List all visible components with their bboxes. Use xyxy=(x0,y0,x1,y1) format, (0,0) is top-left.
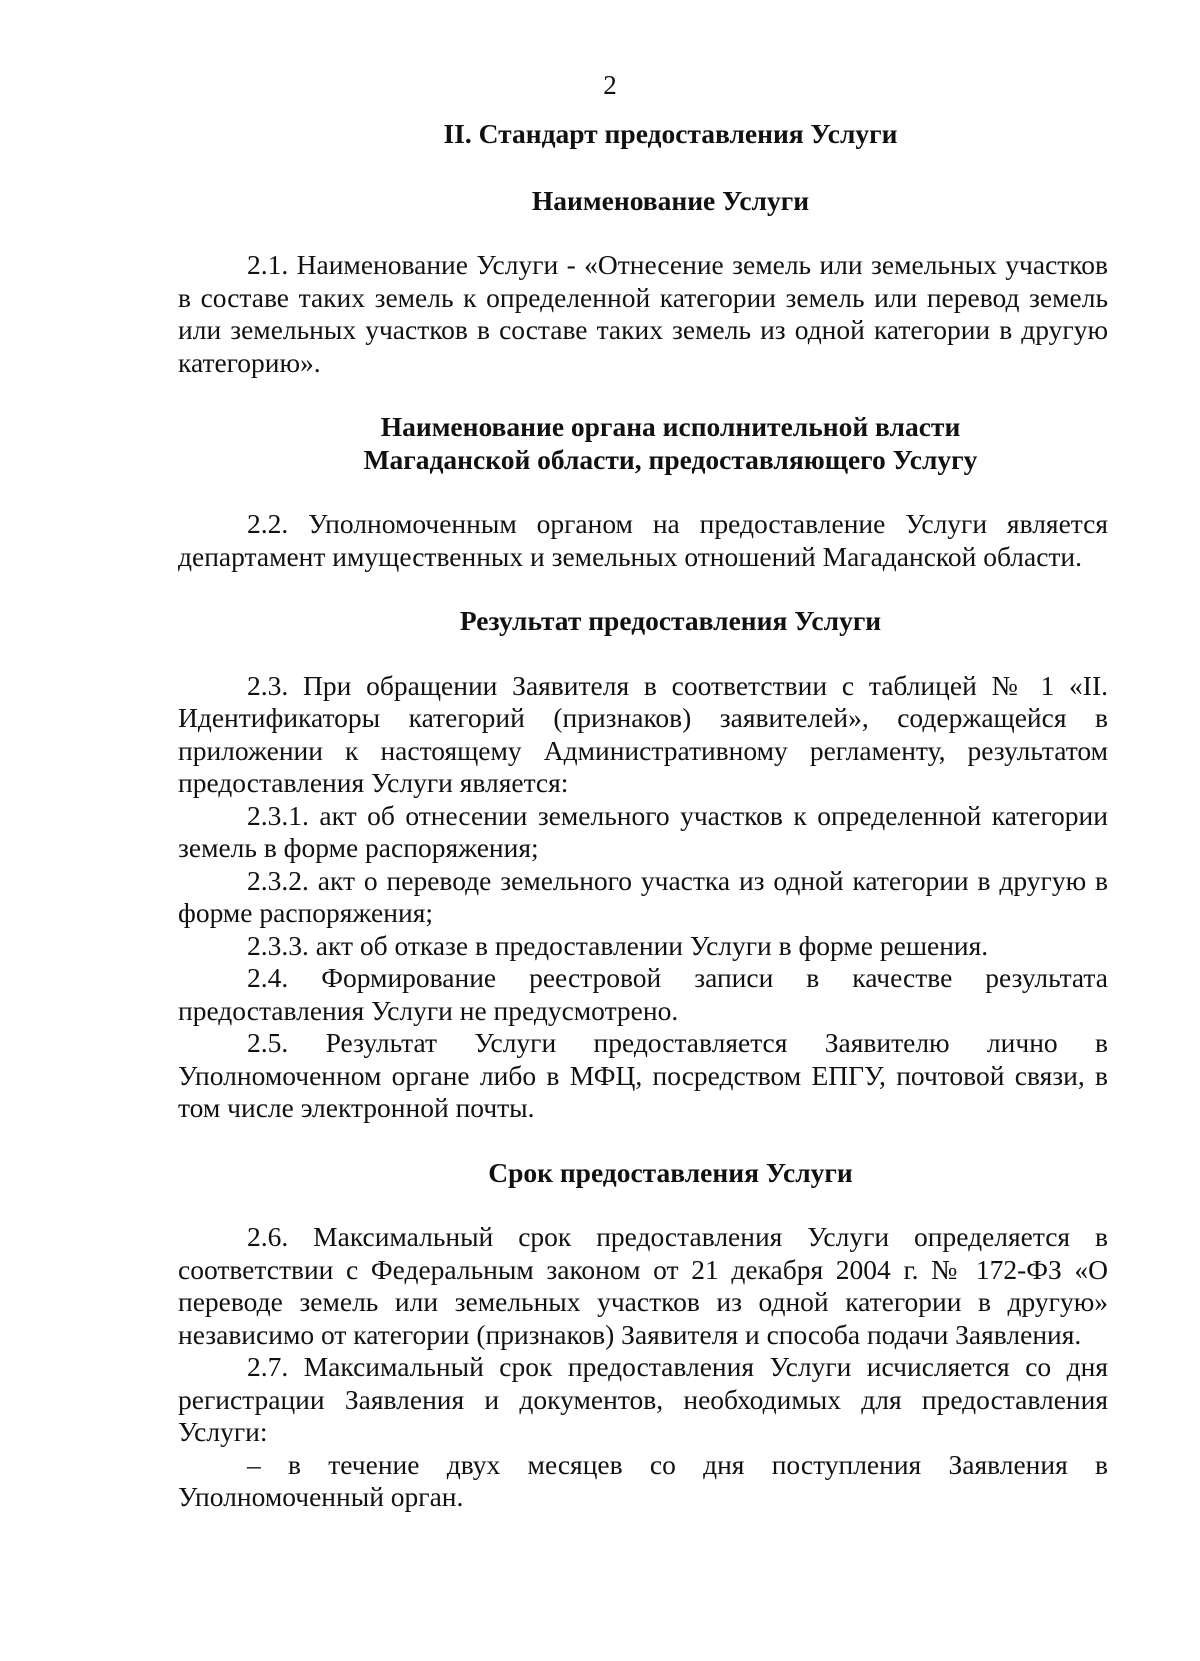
paragraph-2-3-3: 2.3.3. акт об отказе в предоставлении Услуги в форме решения. xyxy=(247,929,989,961)
paragraph-2-3: 2.3. При обращении Заявителя в соответствии с таблицей № 1 «II. Идентификаторы категорий (признаков) заявителей», содержащейся в приложении к настоящему Административному регламенту, результатом предоставления Услуги является: xyxy=(178,669,1108,798)
paragraph-2-5: 2.5. Результат Услуги предоставляется Заявителю лично в Уполномоченном органе либо в МФЦ, посредством ЕПГУ, почтовой связи, в том числе электронной почты. xyxy=(178,1027,1108,1123)
section-heading-term: Срок предоставления Услуги xyxy=(488,1156,853,1188)
paragraph-2-3-2: 2.3.2. акт о переводе земельного участка из одной категории в другую в форме распоряжения; xyxy=(178,864,1108,928)
paragraph-2-3-1: 2.3.1. акт об отнесении земельного участков к определенной категории земель в форме распоряжения; xyxy=(178,799,1108,863)
section-heading-name: Наименование Услуги xyxy=(531,184,810,216)
paragraph-2-6: 2.6. Максимальный срок предоставления Услуги определяется в соответствии с Федеральным законом от 21 декабря 2004 г. № 172-ФЗ «О переводе земель или земельных участков из одной категории в другую» независимо от категории (признаков) Заявителя и способа подачи Заявления. xyxy=(178,1221,1108,1350)
section-heading-result: Результат предоставления Услуги xyxy=(459,605,882,636)
paragraph-dash-item: – в течение двух месяцев со дня поступления Заявления в Уполномоченный орган. xyxy=(178,1448,1108,1512)
document-body xyxy=(178,118,1108,1514)
section-heading-organ-line1: Наименование органа исполнительной власти xyxy=(380,411,961,442)
section-heading-organ xyxy=(233,411,1108,476)
paragraph-2-1: 2.1. Наименование Услуги - «Отнесение земель или земельных участков в составе таких земель к определенной категории земель или перевод земель или земельных участков в составе таких земель из одной категории в другую категорию». xyxy=(178,249,1108,378)
paragraph-2-2: 2.2. Уполномоченным органом на предоставление Услуги является департамент имущественных и земельных отношений Магаданской области. xyxy=(178,508,1108,572)
page-number: 2 xyxy=(603,70,617,100)
paragraph-2-4: 2.4. Формирование реестровой записи в качестве результата предоставления Услуги не предусмотрено. xyxy=(178,962,1108,1026)
section-heading-organ-line2: Магаданской области, предоставляющего Услугу xyxy=(363,443,978,475)
paragraph-2-7: 2.7. Максимальный срок предоставления Услуги исчисляется со дня регистрации Заявления и документов, необходимых для предоставления Услуги: xyxy=(178,1351,1108,1447)
main-title: II. Стандарт предоставления Услуги xyxy=(443,118,898,149)
